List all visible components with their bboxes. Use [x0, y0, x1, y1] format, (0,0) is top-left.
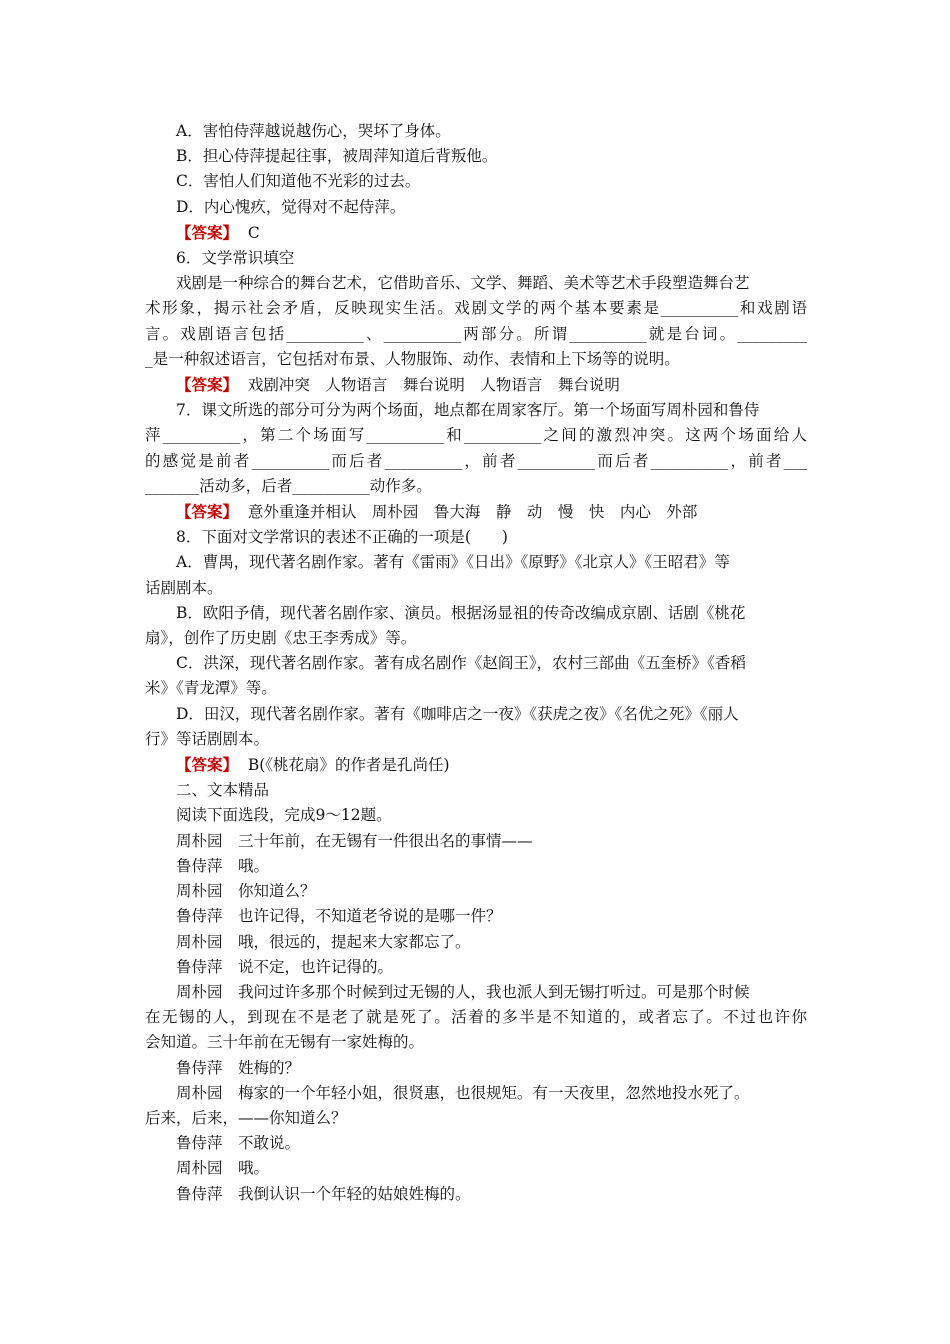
dialogue-line: 鲁侍萍 我倒认识一个年轻的姑娘姓梅的。 [176, 1184, 471, 1203]
dialogue-line: 周朴园 三十年前，在无锡有一件很出名的事情—— [176, 831, 533, 850]
section2-title: 二、文本精品 [176, 781, 270, 800]
q6-body-line: 术形象，揭示社会矛盾，反映现实生活。戏剧文学的两个基本要素是__________和戏剧语 [145, 299, 807, 318]
q5-option-b: B．担心侍萍提起往事，被周萍知道后背叛他。 [176, 147, 498, 166]
dialogue-line: 鲁侍萍 说不定，也许记得的。 [176, 957, 394, 976]
answer-tag: 【答案】 [176, 755, 239, 775]
dialogue-line: 鲁侍萍 哦。 [176, 856, 270, 875]
q7-answer-text: 意外重逢并相认 周朴园 鲁大海 静 动 慢 快 内心 外部 [238, 503, 698, 522]
dialogue-line: 会知道。三十年前在无锡有一家姓梅的。 [145, 1033, 425, 1052]
q8-answer-text: B(《桃花扇》的作者是孔尚任) [238, 756, 450, 775]
q6-title: 6．文学常识填空 [176, 249, 295, 268]
dialogue-line: 周朴园 我问过许多那个时候到过无锡的人，我也派人到无锡打听过。可是那个时候 [176, 982, 750, 1001]
answer-tag: 【答案】 [176, 222, 239, 242]
q6-body-line: 言。戏剧语言包括__________、__________两部分。所谓__________就是台词。_________ [145, 324, 807, 343]
q6-answer [145, 372, 807, 398]
q8-option-c: C．洪深，现代著名剧作家。著有成名剧作《赵阎王》，农村三部曲《五奎桥》《香稻 [176, 654, 746, 673]
dialogue-line: 周朴园 哦。 [176, 1159, 270, 1178]
dialogue-line: 周朴园 哦，很远的，提起来大家都忘了。 [176, 932, 471, 951]
q8-option-a-cont: 话剧剧本。 [145, 578, 223, 597]
dialogue-line: 鲁侍萍 姓梅的？ [176, 1058, 301, 1077]
q7-body-line: 萍__________，第二个场面写__________和__________之间的激烈冲突。这两个场面给人 [145, 426, 807, 445]
q5-option-c: C．害怕人们知道他不光彩的过去。 [176, 172, 421, 191]
q7-body-line: _______活动多，后者__________动作多。 [145, 476, 432, 495]
q7-body-line: 7．课文所选的部分可分为两个场面，地点都在周家客厅。第一个场面写周朴园和鲁侍 [176, 401, 760, 420]
q5-option-a: A．害怕侍萍越说越伤心，哭坏了身体。 [176, 122, 451, 140]
dialogue-line: 周朴园 你知道么？ [176, 882, 316, 901]
q5-answer [145, 220, 807, 246]
q6-body-line: 戏剧是一种综合的舞台艺术，它借助音乐、文学、舞蹈、美术等艺术手段塑造舞台艺 [176, 274, 750, 293]
q8-option-d-cont: 行》等话剧剧本。 [145, 729, 270, 748]
dialogue-line: 在无锡的人，到现在不是老了就是死了。活着的多半是不知道的，或者忘了。不过也许你 [145, 1008, 807, 1027]
document-page [145, 119, 807, 1207]
q6-answer-text: 戏剧冲突 人物语言 舞台说明 人物语言 舞台说明 [238, 376, 620, 395]
dialogue-line: 周朴园 梅家的一个年轻小姐，很贤惠，也很规矩。有一天夜里，忽然地投水死了。 [176, 1083, 750, 1102]
q8-option-b-cont: 扇》，创作了历史剧《忠王李秀成》等。 [145, 629, 417, 648]
q8-answer [145, 752, 807, 778]
dialogue-line: 鲁侍萍 也许记得，不知道老爷说的是哪一件？ [176, 907, 502, 926]
answer-tag: 【答案】 [176, 375, 239, 395]
q8-stem: 8．下面对文学常识的表述不正确的一项是( ) [176, 528, 508, 547]
q6-body-line: _是一种叙述语言，它包括对布景、人物服饰、动作、表情和上下场等的说明。 [145, 349, 680, 368]
q8-option-b: B．欧阳予倩，现代著名剧作家、演员。根据汤显祖的传奇改编成京剧、话剧《桃花 [176, 603, 746, 622]
q8-option-d: D．田汉，现代著名剧作家。著有《咖啡店之一夜》《获虎之夜》《名优之死》《丽人 [176, 704, 739, 723]
q5-answer-text: C [238, 223, 260, 242]
q5-option-d: D．内心愧疚，觉得对不起侍萍。 [176, 197, 406, 216]
q7-body-line: 的感觉是前者__________而后者__________，前者__________而后者__________，前者___ [145, 451, 807, 470]
dialogue-line: 后来，后来，——你知道么？ [145, 1108, 347, 1127]
dialogue-line: 鲁侍萍 不敢说。 [176, 1134, 301, 1153]
q8-option-a: A．曹禺，现代著名剧作家。著有《雷雨》《日出》《原野》《北京人》《王昭君》等 [176, 553, 730, 572]
answer-tag: 【答案】 [176, 502, 239, 522]
q8-option-c-cont: 米》《青龙潭》等。 [145, 679, 277, 698]
q7-answer [145, 499, 807, 525]
passage-intro: 阅读下面选段，完成9～12题。 [176, 806, 392, 825]
